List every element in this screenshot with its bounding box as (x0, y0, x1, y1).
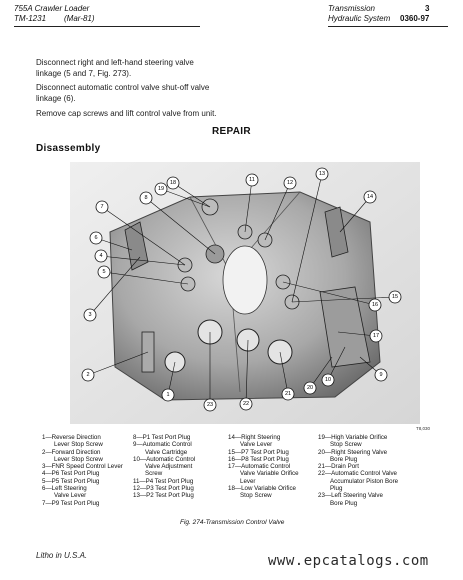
svg-text:5: 5 (102, 269, 106, 275)
legend-line: Stop Screw (330, 441, 362, 449)
legend-line: Bore Plug (330, 499, 358, 507)
svg-text:13: 13 (318, 171, 326, 177)
legend-line: Accumulator Piston Bore (330, 477, 399, 485)
callout-14 (364, 191, 376, 203)
svg-text:3: 3 (88, 312, 92, 318)
callout-13 (316, 168, 328, 180)
callout-7 (96, 201, 108, 213)
legend-line: 13—P2 Test Port Plug (133, 492, 194, 500)
svg-text:15: 15 (391, 294, 399, 300)
legend-line: 10—Automatic Control (133, 455, 196, 463)
header-rule-left (14, 26, 200, 27)
paragraph-steering-linkage: Disconnect right and left-hand steering valve linkage (5 and 7, Fig. 273). (36, 58, 194, 78)
legend-line: Stop Screw (240, 492, 272, 500)
svg-text:1: 1 (166, 392, 170, 398)
callout-12 (284, 177, 296, 189)
svg-text:10: 10 (324, 377, 332, 383)
legend-line: 1—Reverse Direction (42, 434, 101, 441)
callout-5 (98, 266, 110, 278)
legend-line: Valve Cartridge (145, 448, 188, 456)
header-section: Transmission (328, 4, 375, 13)
legend-line: 11—P4 Test Port Plug (133, 477, 194, 485)
legend-line: 16—P8 Test Port Plug (228, 455, 289, 463)
svg-text:7: 7 (100, 204, 104, 210)
callout-17 (370, 330, 382, 342)
callout-10 (322, 374, 334, 386)
legend-line: 14—Right Steering (228, 434, 281, 441)
legend-line: 5—P5 Test Port Plug (42, 477, 100, 485)
legend-line: 20—Right Steering Valve (318, 448, 388, 456)
legend-line: Valve Lever (240, 441, 273, 449)
legend-column-2 (133, 434, 195, 500)
legend-line: 22—Automatic Control Valve (318, 470, 397, 478)
svg-text:12: 12 (286, 180, 294, 186)
legend-line: Screw (145, 470, 163, 478)
legend-line: 12—P3 Test Port Plug (133, 485, 194, 493)
svg-text:16: 16 (371, 302, 379, 308)
legend-line: Lever Stop Screw (54, 441, 103, 449)
header-subsection: Hydraulic System (328, 14, 391, 23)
legend-line: 23—Left Steering Valve (318, 492, 383, 500)
legend-line: 9—Automatic Control (133, 441, 192, 449)
svg-text:9: 9 (379, 372, 383, 378)
legend-line: 6—Left Steering (42, 485, 87, 493)
legend-line: 3—FNR Speed Control Lever (42, 463, 123, 471)
callout-21 (282, 388, 294, 400)
legend-column-1 (42, 434, 123, 507)
legend-line: 4—P6 Test Port Plug (42, 470, 100, 478)
svg-text:19: 19 (157, 186, 165, 192)
legend-line: Lever Stop Screw (54, 455, 103, 463)
legend-column-3 (228, 434, 299, 500)
legend-line: Bore Plug (330, 455, 358, 463)
svg-text:2: 2 (86, 372, 90, 378)
svg-text:17: 17 (372, 333, 380, 339)
section-title: REPAIR (212, 126, 251, 137)
legend-line: 18—Low Variable Orifice (228, 485, 296, 493)
svg-text:23: 23 (206, 402, 214, 408)
legend-line: 19—High Variable Orifice (318, 434, 388, 441)
legend-line: Valve Adjustment (145, 463, 193, 471)
callout-19 (155, 183, 167, 195)
legend-line: Lever (240, 477, 256, 485)
callout-18 (167, 177, 179, 189)
header-model: 755A Crawler Loader (14, 4, 90, 13)
svg-text:14: 14 (366, 194, 374, 200)
callout-9 (375, 369, 387, 381)
header-page-code: 0360-97 (400, 14, 430, 23)
legend-line: 8—P1 Test Port Plug (133, 434, 191, 441)
legend-line: 7—P9 Test Port Plug (42, 499, 100, 507)
callout-3 (84, 309, 96, 321)
svg-text:21: 21 (284, 391, 292, 397)
watermark-url: www.epcatalogs.com (268, 553, 429, 569)
legend-line: 15—P7 Test Port Plug (228, 448, 289, 456)
callout-4 (95, 250, 107, 262)
svg-text:8: 8 (144, 195, 148, 201)
legend-line: 17—Automatic Control (228, 463, 291, 471)
footer-litho: Litho in U.S.A. (36, 551, 88, 560)
legend-line: Valve Variable Orifice (240, 470, 299, 478)
callout-8 (140, 192, 152, 204)
svg-text:20: 20 (306, 385, 314, 391)
legend-line: Valve Lever (54, 492, 87, 500)
callout-15 (389, 291, 401, 303)
legend-line: Plug (330, 485, 343, 493)
paragraph-shutoff-linkage: Disconnect automatic control valve shut-off valve linkage (6). (36, 83, 210, 103)
header-rule-right (328, 26, 448, 27)
header-page-number: 3 (425, 4, 430, 13)
callout-11 (246, 174, 258, 186)
svg-text:22: 22 (242, 401, 250, 407)
center-opening (223, 246, 267, 314)
callout-16 (369, 299, 381, 311)
callout-2 (82, 369, 94, 381)
svg-text:18: 18 (169, 180, 177, 186)
paragraph-remove-valve: Remove cap screws and lift control valve from unit. (36, 109, 217, 118)
callout-1 (162, 389, 174, 401)
callout-22 (240, 398, 252, 410)
header-date: (Mar-81) (64, 14, 95, 23)
svg-text:6: 6 (94, 235, 98, 241)
svg-text:4: 4 (99, 253, 103, 259)
subsection-title: Disassembly (36, 143, 101, 154)
callout-20 (304, 382, 316, 394)
figure-code: T8,030 (416, 426, 431, 431)
legend-line: 2—Forward Direction (42, 448, 101, 456)
callout-6 (90, 232, 102, 244)
header-manual-number: TM-1231 (14, 14, 47, 23)
svg-text:11: 11 (249, 177, 255, 183)
figure-caption: Fig. 274-Transmission Control Valve (180, 519, 285, 526)
legend-column-4 (318, 434, 398, 507)
legend-line: 21—Drain Port (318, 463, 359, 471)
control-valve-illustration (70, 162, 420, 424)
callout-23 (204, 399, 216, 411)
